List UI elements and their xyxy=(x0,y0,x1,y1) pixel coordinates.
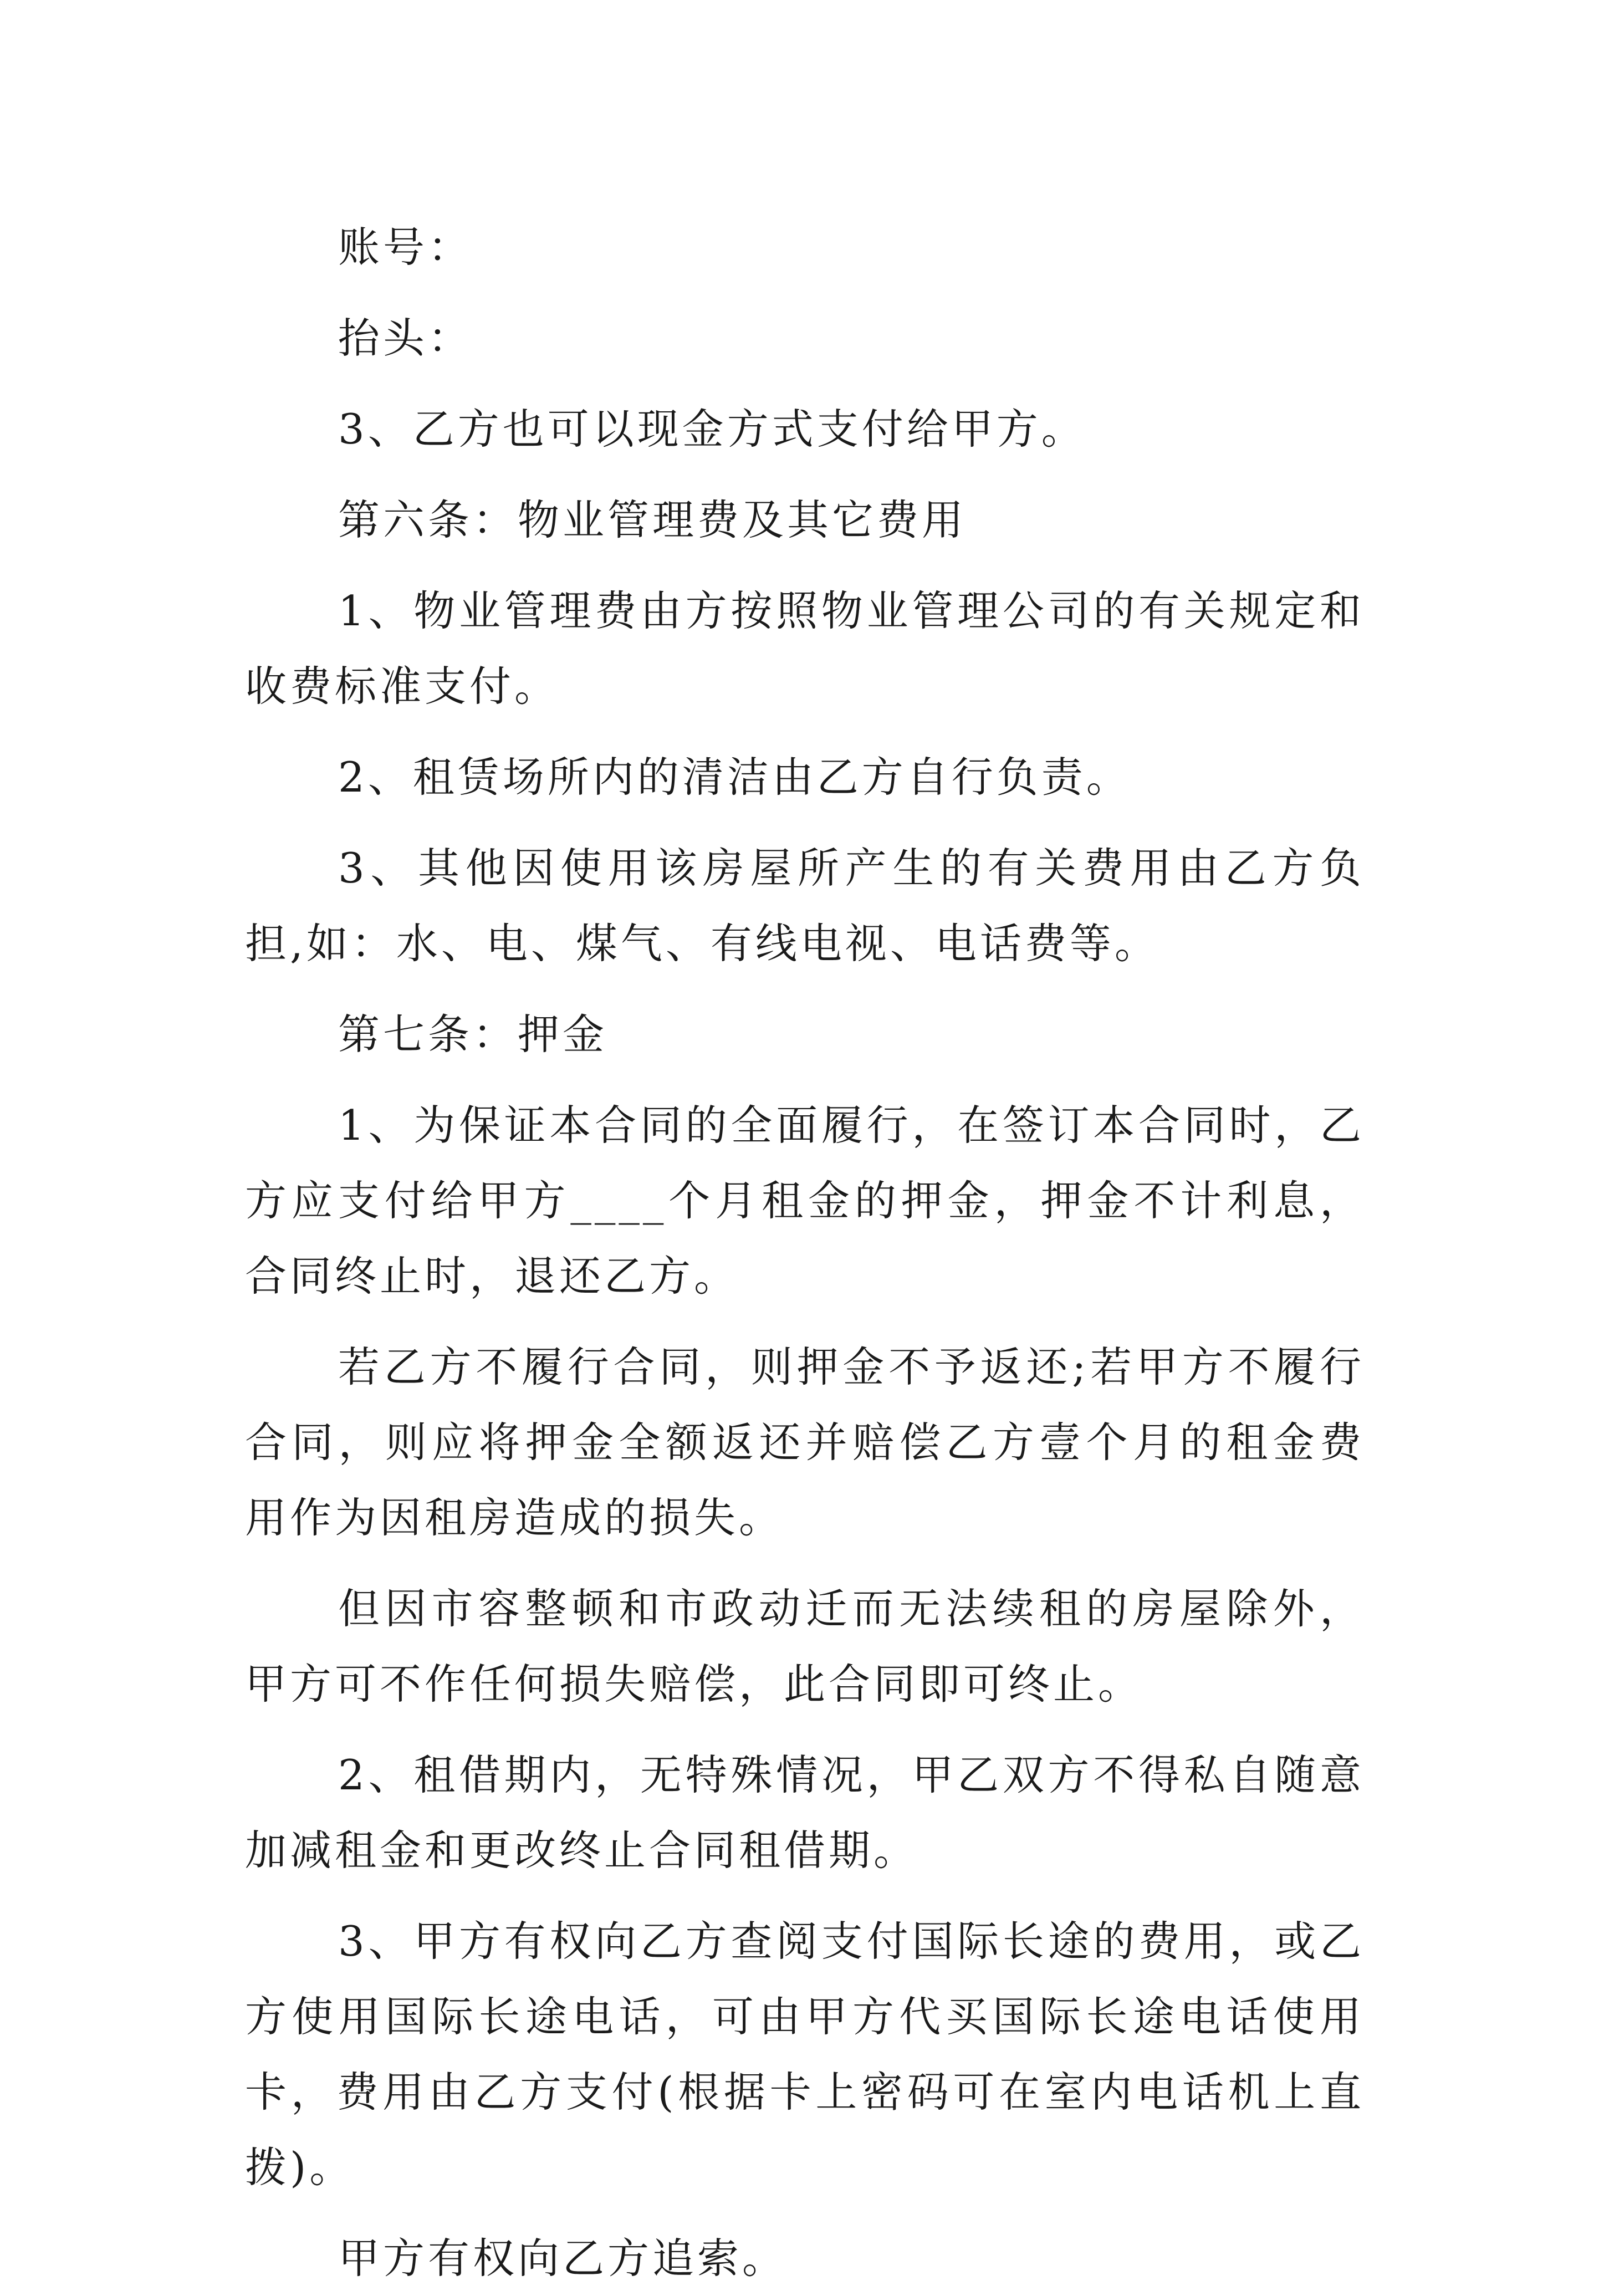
article-six-heading: 第六条：物业管理费及其它费用 xyxy=(338,496,967,544)
property-fee-clause: 1、物业管理费由方按照物业管理公司的有关规定和收费标准支付。 xyxy=(245,586,1365,711)
article-seven-heading: 第七条：押金 xyxy=(338,1010,608,1059)
account-number-line: 账号： xyxy=(338,223,473,272)
invoice-title-line: 抬头： xyxy=(338,314,473,363)
document-body xyxy=(245,210,1365,2296)
rent-change-clause: 2、租借期内，无特殊情况，甲乙双方不得私自随意加减租金和更改终止合同租借期。 xyxy=(245,1751,1365,1875)
breach-clause: 若乙方不履行合同，则押金不予返还;若甲方不履行合同，则应将押金全额返还并赔偿乙方壹个月的租金费用作为因租房造成的损失。 xyxy=(245,1343,1365,1542)
exception-clause: 但因市容整顿和市政动迁而无法续租的房屋除外，甲方可不作任何损失赔偿，此合同即可终止。 xyxy=(245,1584,1365,1708)
other-fees-clause: 3、其他因使用该房屋所产生的有关费用由乙方负担,如：水、电、煤气、有线电视、电话费等。 xyxy=(245,844,1365,968)
cash-payment-clause: 3、乙方也可以现金方式支付给甲方。 xyxy=(338,405,1086,453)
cleaning-clause: 2、租赁场所内的清洁由乙方自行负责。 xyxy=(338,753,1131,802)
long-distance-clause: 3、甲方有权向乙方查阅支付国际长途的费用，或乙方使用国际长途电话，可由甲方代买国际长途电话使用卡，费用由乙方支付(根据卡上密码可在室内电话机上直拨)。 xyxy=(245,1917,1365,2192)
deposit-clause: 1、为保证本合同的全面履行，在签订本合同时，乙方应支付给甲方____个月租金的押金，押金不计利息，合同终止时，退还乙方。 xyxy=(245,1101,1365,1300)
recovery-clause: 甲方有权向乙方追索。 xyxy=(338,2234,788,2283)
